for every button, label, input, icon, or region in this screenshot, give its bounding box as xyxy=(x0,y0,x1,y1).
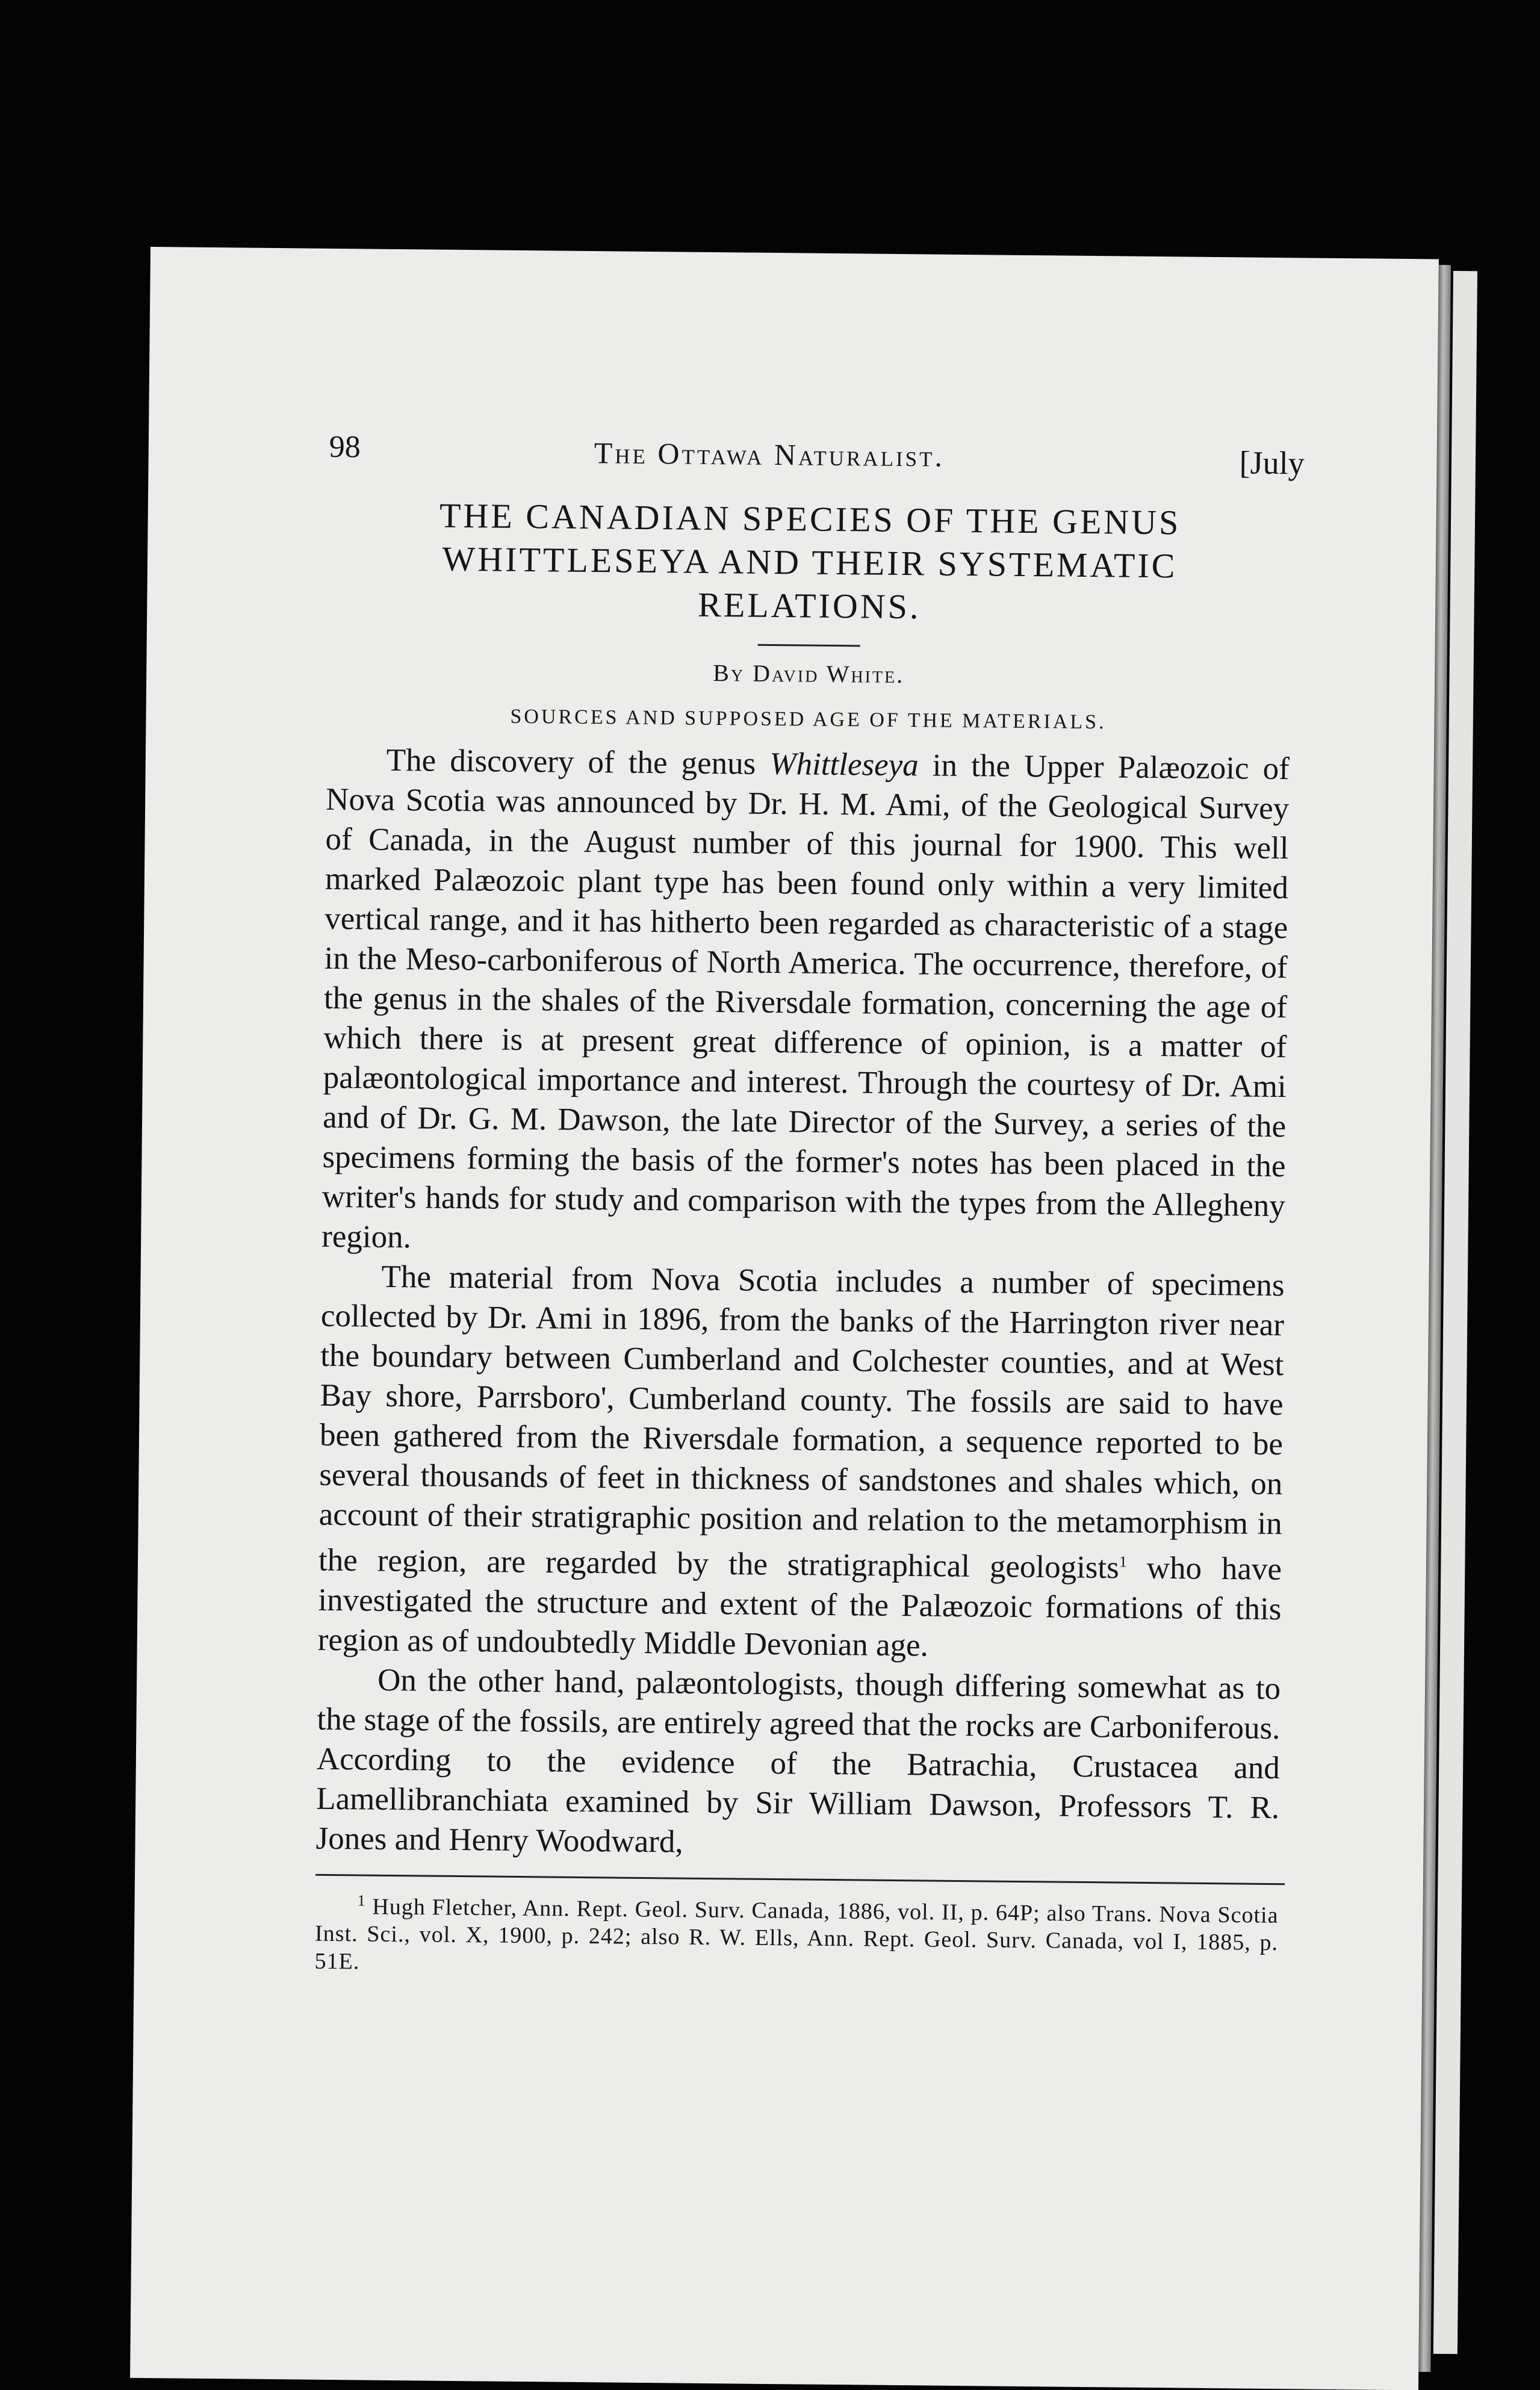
paragraph-1-rest: in the Upper Palæozoic of Nova Scotia was announced by Dr. H. M. Ami, of the Geological Survey of Canada, in the August number of this journal for 1900. This well marked Palæozoic plant type has been found only within a very limited vertical range, and it has hitherto been regarded as characteristic of a stage in the Meso-carboniferous of North America. The occurrence, therefore, of the genus in the shales of the Riversdale formation, concerning the age of which there is at present great difference of opinion, is a matter of palæontological importance and interest. Through the courtesy of Dr. Ami and of Dr. G. M. Dawson, the late Director of the Survey, a series of the specimens forming the basis of the former's notes has been placed in the writer's hands for study and comparison with the types from the Allegheny region. xyxy=(321,748,1290,1255)
issue-label: [July xyxy=(1239,444,1305,482)
article-title: THE CANADIAN SPECIES OF THE GENUS WHITTLESEYA AND THEIR SYSTEMATIC RELATIONS. xyxy=(439,495,1181,627)
paragraph-2 xyxy=(317,1256,1284,1669)
paragraph-2-start: The material from Nova Scotia includes a number of specimens collected by Dr. Ami in 1896, from the banks of the Harrington river near the boundary between Cumberland and Colchester counties, and at West Bay shore, Parrsboro', Cumberland county. The fossils are said to have been gathered from the Riversdale formation, a sequence reported to be several thousands of feet in thickness of sandstones and shales which, on account of their stratigraphic position and relation to the metamorphism in the region, are regarded by the stratigraphical geologists xyxy=(318,1259,1285,1586)
section-heading: SOURCES AND SUPPOSED AGE OF THE MATERIALS. xyxy=(510,705,1107,734)
scanned-page xyxy=(130,247,1439,2390)
footnote-divider xyxy=(315,1873,1285,1884)
title-divider xyxy=(758,644,860,647)
footnote-text: Hugh Fletcher, Ann. Rept. Geol. Surv. Canada, 1886, vol. II, p. 64P; also Trans. Nova Scotia Inst. Sci., vol. X, 1900, p. 242; also R. W. Ells, Ann. Rept. Geol. Surv. Canada, vol I, 1885, p. 51E. xyxy=(314,1893,1279,1975)
footnote-marker: 1 xyxy=(357,1892,366,1910)
byline: By David White. xyxy=(713,659,905,689)
running-head xyxy=(329,429,1305,492)
paragraph-3: On the other hand, palæontologists, though differing somewhat as to the stage of the fossils, are entirely agreed that the rocks are Carboniferous. According to the evidence of the Batrachia, Crustacea and Lamellibranchiata examined by Sir William Dawson, Professors T. R. Jones and Henry Woodward, xyxy=(315,1662,1281,1860)
paragraph-1 xyxy=(321,740,1290,1265)
paragraph-1-start: The discovery of the genus xyxy=(386,742,770,781)
page-content xyxy=(314,429,1305,1985)
genus-name: Whittleseya xyxy=(769,746,919,783)
page-number: 98 xyxy=(329,429,361,465)
paragraph-2-rest: who have investigated the structure and extent of the Palæozoic formations of this region as of undoubtedly Middle Devonian age. xyxy=(317,1550,1282,1663)
footnote-reference[interactable]: 1 xyxy=(1119,1553,1128,1571)
footnote xyxy=(314,1886,1278,1984)
journal-title: The Ottawa Naturalist. xyxy=(594,436,945,473)
